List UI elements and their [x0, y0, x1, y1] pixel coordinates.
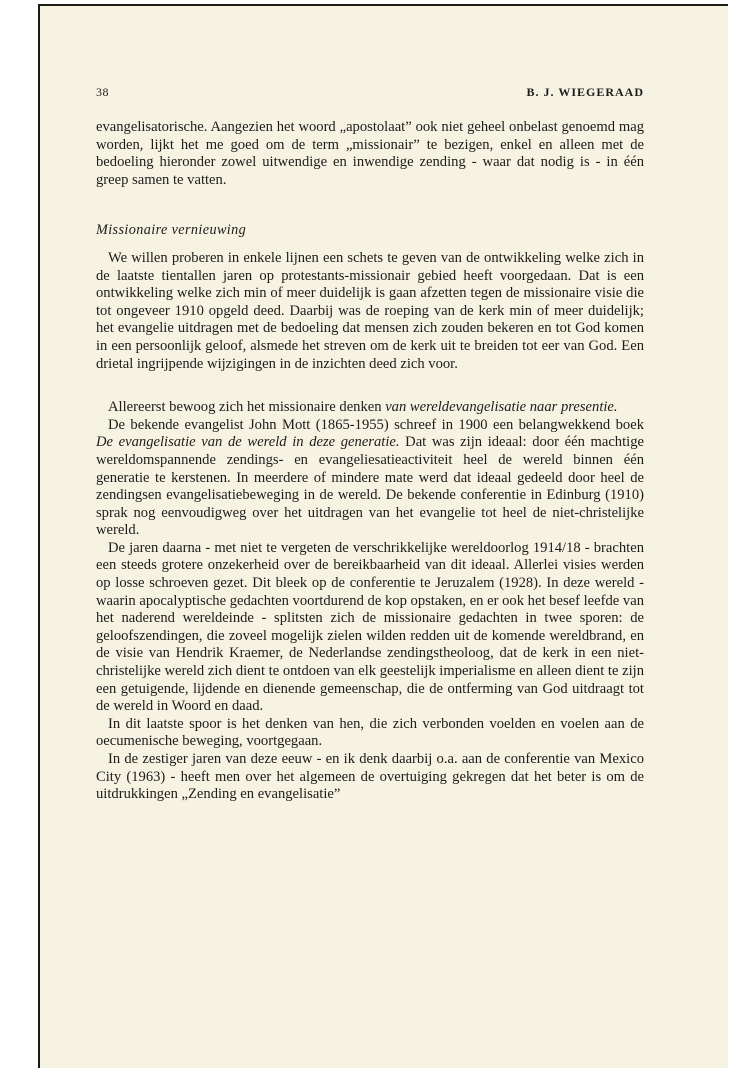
- paragraph-1: We willen proberen in enkele lijnen een schets te geven van de ontwikkeling welke zich in de laatste tientallen jaren op protestants-missionair gebied heeft voorgedaan. Dat is een ontwikkeling welke zich min of meer duidelijk is gaan afzetten tegen de missionaire visie die tot ongeveer 1910 opgeld deed. Daarbij was de roeping van de kerk min of meer duidelijk; het evangelie uitdragen met de bedoeling dat mensen zich zouden bekeren en tot God komen in een persoonlijk geloof, alsmede het streven om de kerk uit te breiden tot eer van God. Een drietal ingrijpende wijzigingen in de inzichten deed zich voor.: [96, 249, 644, 372]
- paragraph-3-part1: De bekende evangelist John Mott (1865-1955) schreef in 1900 een belangwekkend boek: [108, 416, 644, 433]
- paragraph-2: [96, 399, 644, 417]
- running-header: [96, 85, 644, 105]
- paragraph-2-lead: Allereerst bewoog zich het missionaire denken: [108, 399, 386, 416]
- paragraph-5: In dit laatste spoor is het denken van hen, die zich verbonden voelden en voelen aan de oecumenische beweging, voortgegaan.: [96, 715, 644, 750]
- paragraph-3: [96, 417, 644, 540]
- paragraph-2-emphasis: van wereldevangelisatie naar presentie.: [385, 399, 618, 416]
- paragraph-3-part2: Dat was zijn ideaal: door één machtige wereldomspannende zendings- en evangeliesatieactiviteit heel de wereld binnen één generatie te kerstenen. In meerdere of mindere mate werd dat ideaal gedeeld door heel de zendingsen evangelisatiebeweging in de wereld. De bekende conferentie in Edinburg (1910) sprak nog eenvoudigweg over het uitdragen van het evangelie tot heel de niet-christelijke wereld.: [96, 434, 644, 539]
- book-title: De evangelisatie van de wereld in deze generatie.: [96, 434, 400, 451]
- section-heading: Missionaire vernieuwing: [96, 222, 247, 239]
- page-number: 38: [96, 85, 109, 99]
- paragraph-4: De jaren daarna - met niet te vergeten de verschrikkelijke wereldoorlog 1914/18 - brachten een steeds grotere onzekerheid over de bereikbaarheid van dit ideaal. Allerlei visies werden op losse schroeven gezet. Dit bleek op de conferentie te Jeruzalem (1928). In deze wereld - waarin apocalyptische gedachten voortdurend de kop opstaken, en er ook het besef leefde van het naderend wereldeinde - splitsten zich de missionaire gedachten in twee sporen: de geloofszendingen, die zoveel mogelijk zielen wilden redden uit de komende wereldbrand, en de visie van Hendrik Kraemer, de Nederlandse zendingstheoloog, dat de kerk in een niet-christelijke wereld zich dient te ontdoen van elk geestelijk imperialisme en alleen dient te zijn een getuigende, lijdende en dienende gemeenschap, die de ontferming van God uitdraagt tot de wereld in Woord en daad.: [96, 539, 644, 715]
- running-author: B. J. WIEGERAAD: [526, 85, 644, 99]
- intro-paragraph: evangelisatorische. Aangezien het woord „apostolaat” ook niet geheel onbelast genoemd mag worden, lijkt het me goed om de term „missionair” te bezigen, enkel en alleen met de bedoeling hieronder zowel uitwendige en inwendige zending - waar dat nodig is - in één greep samen te vatten.: [96, 119, 644, 188]
- body-text: [96, 119, 644, 804]
- paragraph-6: In de zestiger jaren van deze eeuw - en ik denk daarbij o.a. aan de conferentie van Mexico City (1963) - heeft men over het algemeen de overtuiging gekregen dat het beter is om de uitdrukkingen „Zending en evangelisatie”: [96, 751, 644, 803]
